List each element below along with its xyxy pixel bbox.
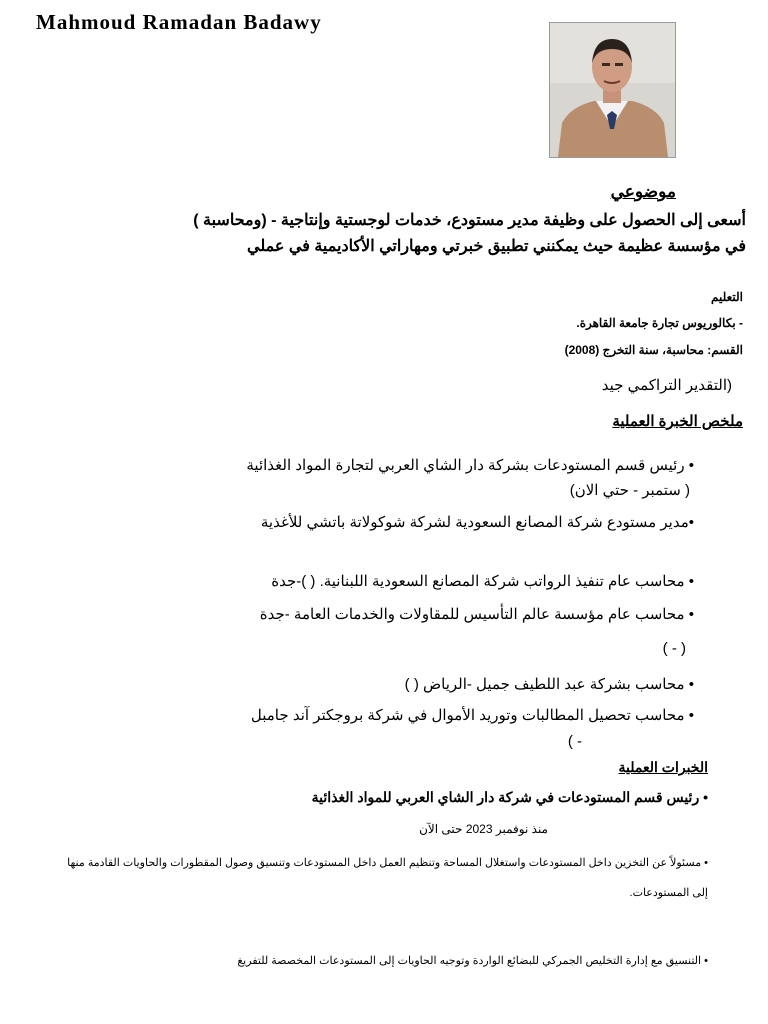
objective-title: موضوعي (610, 182, 676, 201)
education-grade: (التقدير التراكمي جيد (601, 377, 732, 394)
person-photo-icon (550, 23, 675, 157)
experience-title: الخبرات العملية (618, 759, 708, 775)
summary-item: • محاسب عام تنفيذ الرواتب شركة المصانع السعودية اللبنانية. ( )-جدة (271, 573, 694, 590)
profile-photo (549, 22, 676, 158)
summary-item-dates: ( ستمبر - حتي الان) (569, 482, 690, 499)
education-department: القسم: محاسبة، سنة التخرج (2008) (564, 343, 743, 357)
education-degree: - بكالوريوس تجارة جامعة القاهرة. (576, 316, 743, 330)
summary-item-dates: - ) (567, 733, 582, 750)
experience-job-title: • رئيس قسم المستودعات في شركة دار الشاي العربي للمواد الغذائية (311, 789, 708, 805)
experience-date: منذ نوفمبر 2023 حتى الآن (419, 822, 548, 836)
summary-title: ملخص الخبرة العملية (612, 413, 743, 430)
education-title: التعليم (711, 290, 743, 304)
experience-duty-2: • التنسيق مع إدارة التخليص الجمركي للبضائع الواردة وتوجيه الحاويات إلى المستودعات المخصصة للتفريغ (237, 955, 708, 967)
summary-item: •مدير مستودع شركة المصانع السعودية لشركة شوكولاتة باتشي للأغذية (260, 514, 694, 531)
summary-item: • محاسب بشركة عبد اللطيف جميل -الرياض ( ) (404, 676, 694, 693)
candidate-name: Mahmoud Ramadan Badawy (36, 10, 322, 34)
summary-item: • محاسب عام مؤسسة عالم التأسيس للمقاولات والخدمات العامة -جدة (259, 606, 694, 623)
objective-line-2: في مؤسسة عظيمة حيث يمكنني تطبيق خبرتي ومهاراتي الأكاديمية في عملي (247, 238, 746, 255)
experience-duty-1: • مسئولاً عن التخزين داخل المستودعات واستغلال المساحة وتنظيم العمل داخل المستودعات وتنسيق وصول المقطورات والحاويات القادمة منها إلى المستودعات. (67, 857, 708, 899)
summary-item: • محاسب تحصيل المطالبات وتوريد الأموال في شركة بروجكتر آند جامبل (250, 707, 694, 724)
objective-line-1: أسعى إلى الحصول على وظيفة مدير مستودع، خدمات لوجستية وإنتاجية - (ومحاسبة ) (193, 212, 746, 229)
summary-item-dates: ( - ) (662, 640, 686, 657)
summary-item: • رئيس قسم المستودعات بشركة دار الشاي العربي لتجارة المواد الغذائية (246, 457, 694, 474)
